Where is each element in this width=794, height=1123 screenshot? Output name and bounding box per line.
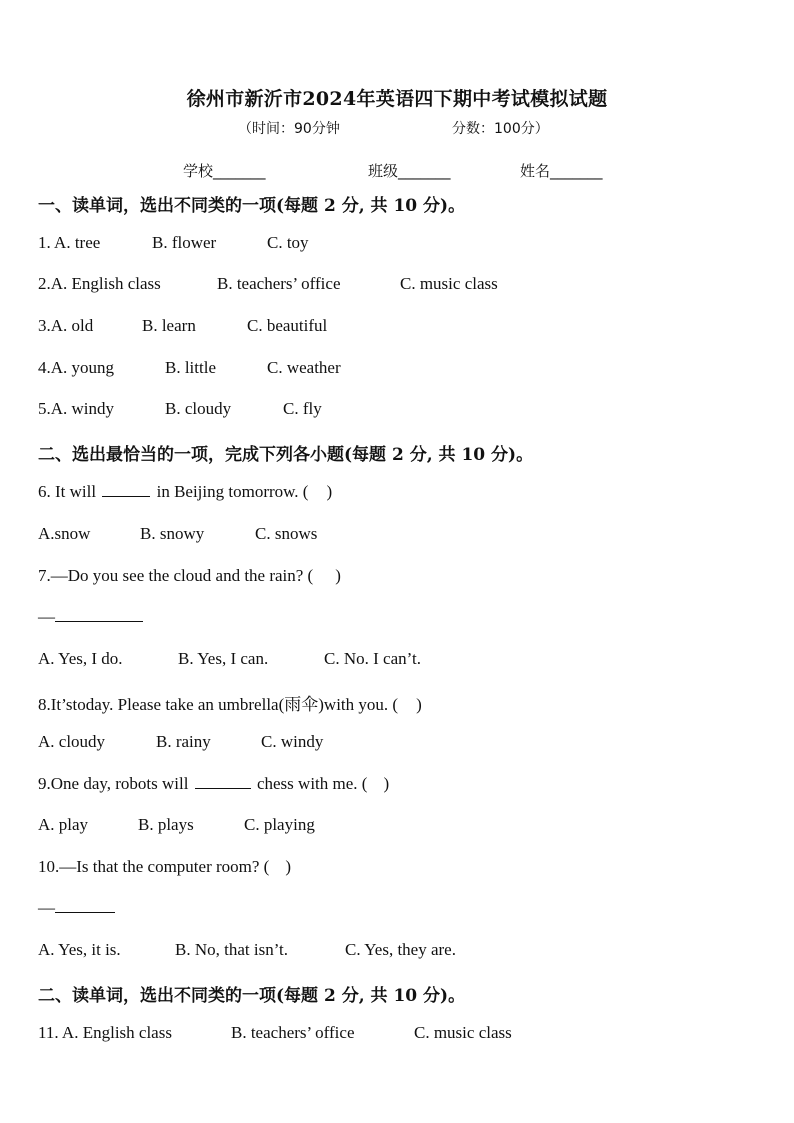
q8-option-b: B. rainy	[156, 732, 211, 751]
q9-answer-blank[interactable]	[195, 774, 251, 789]
q6-stem-after: in Beijing tomorrow. (	[156, 482, 309, 501]
q9-stem-line	[38, 774, 389, 794]
exam-title: 徐州市新沂市2024年英语四下期中考试模拟试题	[186, 88, 608, 110]
exam-score: 分数：100分）	[452, 121, 549, 137]
q10-close-paren: )	[285, 857, 291, 876]
q11-option-b: B. teachers’ office	[231, 1023, 355, 1042]
q10-option-c: C. Yes, they are.	[345, 940, 456, 959]
q11-option-c: C. music class	[414, 1023, 512, 1042]
q10-option-b: B. No, that isn’t.	[175, 940, 289, 959]
q7-stem: 7.—Do you see the cloud and the rain? (	[38, 566, 314, 585]
q7-option-b: B. Yes, I can.	[178, 649, 269, 668]
q9-option-c: C. playing	[244, 815, 315, 834]
q3-option-b: B. learn	[142, 316, 196, 335]
q9-close-paren: )	[383, 774, 390, 793]
exam-time: （时间：90分钟	[238, 121, 340, 137]
q6-option-b: B. snowy	[140, 524, 205, 543]
q4-option-b: B. little	[165, 358, 216, 377]
class-field: 班级_______	[368, 162, 451, 180]
q6-option-a: A.snow	[38, 524, 91, 543]
q7-option-a: A. Yes, I do.	[38, 649, 123, 668]
q10-answer-blank[interactable]	[55, 898, 115, 913]
q4-option-a: 4.A. young	[38, 358, 115, 377]
q6-stem-before: 6. It will	[38, 482, 97, 501]
q6-option-c: C. snows	[255, 524, 318, 543]
q1-option-c: C. toy	[267, 233, 309, 252]
q8-option-c: C. windy	[261, 732, 324, 751]
q10-answer-dash: —	[38, 898, 55, 917]
q7-answer-dash: —	[38, 607, 55, 626]
q8-option-a: A. cloudy	[38, 732, 106, 751]
q2-option-c: C. music class	[400, 274, 498, 293]
q5-option-a: 5.A. windy	[38, 399, 115, 418]
q9-stem-after: chess with me. (	[256, 774, 368, 793]
section-heading-1: 一、读单词，选出不同类的一项(每题 2 分, 共 10 分)。	[38, 196, 466, 216]
q6-answer-blank[interactable]	[102, 482, 150, 497]
q10-stem: 10.—Is that the computer room? (	[38, 857, 270, 876]
q2-option-a: 2.A. English class	[38, 274, 161, 293]
q9-stem-before: 9.One day, robots will	[38, 774, 189, 793]
q11-option-a: 11. A. English class	[38, 1023, 172, 1042]
q1-option-a: 1. A. tree	[38, 233, 101, 252]
q9-option-b: B. plays	[138, 815, 194, 834]
q6-close-paren: )	[326, 482, 333, 501]
q6-stem	[38, 482, 332, 502]
q3-option-a: 3.A. old	[38, 316, 94, 335]
q7-close-paren: )	[335, 566, 341, 585]
q4-option-c: C. weather	[267, 358, 341, 377]
q10-option-a: A. Yes, it is.	[38, 940, 121, 959]
q1-option-b: B. flower	[152, 233, 217, 252]
name-field: 姓名_______	[520, 162, 603, 180]
q5-option-b: B. cloudy	[165, 399, 232, 418]
q8-stem: 8.It’stoday. Please take an umbrella(雨伞)with you. (	[38, 695, 399, 714]
section-heading-3: 二、读单词，选出不同类的一项(每题 2 分, 共 10 分)。	[38, 986, 466, 1006]
q9-option-a: A. play	[38, 815, 89, 834]
q7-stem-line	[38, 566, 341, 586]
section-heading-2: 二、选出最恰当的一项，完成下列各小题(每题 2 分, 共 10 分)。	[38, 445, 534, 465]
q8-stem-line	[38, 690, 422, 715]
q10-stem-line	[38, 857, 291, 877]
q10-answer-line	[38, 898, 117, 918]
q7-answer-blank[interactable]	[55, 607, 143, 622]
q7-option-c: C. No. I can’t.	[324, 649, 421, 668]
q3-option-c: C. beautiful	[247, 316, 328, 335]
q8-close-paren: )	[416, 695, 422, 714]
q7-answer-line	[38, 607, 145, 627]
school-field: 学校_______	[183, 162, 266, 180]
q2-option-b: B. teachers’ office	[217, 274, 341, 293]
q5-option-c: C. fly	[283, 399, 322, 418]
